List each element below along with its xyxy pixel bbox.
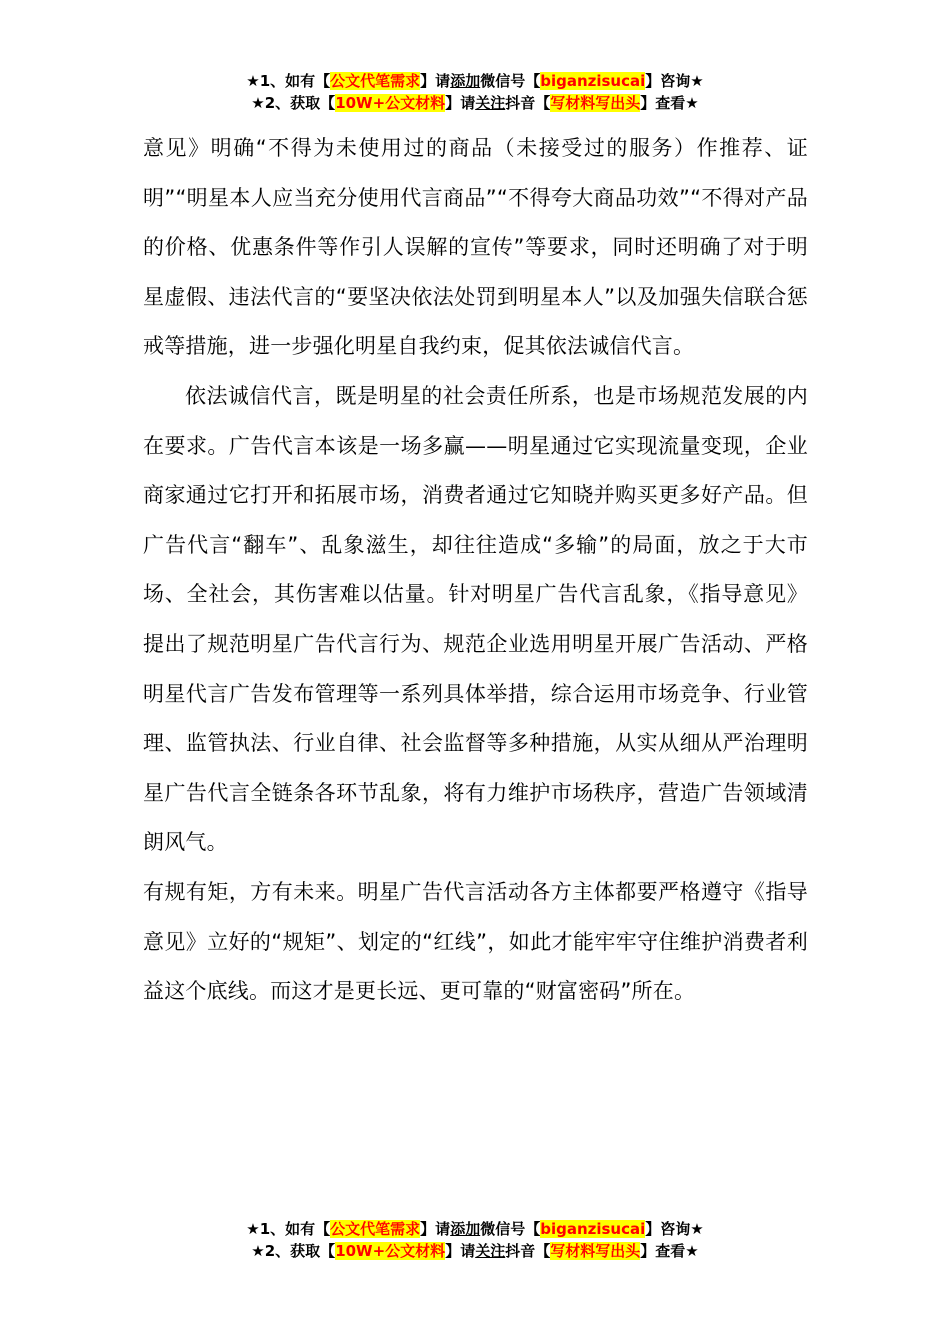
footer-highlight-materials: 10W+公文材料 [335, 1242, 446, 1260]
banner-highlight-wechat-id: biganzisucai [540, 72, 646, 90]
banner-highlight-douyin-account: 写材料写出头 [550, 94, 641, 112]
paragraph-3: 有规有矩，方有未来。明星广告代言活动各方主体都要严格遵守《指导意见》立好的“规矩”、划定的“红线”，如此才能牢牢守住维护消费者利益这个底线。而这才是更长远、更可靠的“财富密码”所在。 [143, 879, 808, 1004]
banner-line-2-prefix: ★2、获取【 [251, 94, 336, 112]
footer-banner-line-2 [0, 1240, 950, 1262]
footer-emphasis-follow: 关注 [475, 1242, 506, 1260]
banner-emphasis-follow: 关注 [475, 94, 506, 112]
footer-line-2-middle: 】请 [445, 1242, 476, 1260]
banner-line-2 [0, 92, 950, 114]
banner-line-1-suffix: 】咨询★ [645, 72, 704, 90]
footer-line-2-middle-2: 抖音【 [505, 1242, 551, 1260]
banner-line-1 [0, 70, 950, 92]
footer-line-1-middle: 】请 [420, 1220, 451, 1238]
footer-line-2-prefix: ★2、获取【 [251, 1242, 336, 1260]
banner-highlight-service: 公文代笔需求 [330, 72, 421, 90]
banner-line-1-middle: 】请 [420, 72, 451, 90]
document-body [143, 124, 808, 1017]
footer-highlight-wechat-id: biganzisucai [540, 1220, 646, 1238]
footer-highlight-service: 公文代笔需求 [330, 1220, 421, 1238]
banner-line-1-middle-2: 微信号【 [480, 72, 541, 90]
footer-line-1-prefix: ★1、如有【 [246, 1220, 331, 1238]
banner-line-2-middle: 】请 [445, 94, 476, 112]
footer-emphasis-add: 添加 [450, 1220, 481, 1238]
footer-line-1-suffix: 】咨询★ [645, 1220, 704, 1238]
banner-line-2-middle-2: 抖音【 [505, 94, 551, 112]
paragraph-1: 意见》明确“不得为未使用过的商品（未接受过的服务）作推荐、证明”“明星本人应当充分使用代言商品”“不得夸大商品功效”“不得对产品的价格、优惠条件等作引人误解的宣传”等要求，同时还明确了对于明星虚假、违法代言的“要坚决依法处罚到明星本人”以及加强失信联合惩戒等措施，进一步强化明星自我约束，促其依法诚信代言。 [143, 136, 808, 359]
footer-banner-line-1 [0, 1218, 950, 1240]
footer-line-1-middle-2: 微信号【 [480, 1220, 541, 1238]
footer-line-2-suffix: 】查看★ [640, 1242, 699, 1260]
header-banner [0, 70, 950, 114]
footer-highlight-douyin-account: 写材料写出头 [550, 1242, 641, 1260]
banner-line-2-suffix: 】查看★ [640, 94, 699, 112]
banner-highlight-materials: 10W+公文材料 [335, 94, 446, 112]
banner-emphasis-add: 添加 [450, 72, 481, 90]
paragraph-2: 依法诚信代言，既是明星的社会责任所系，也是市场规范发展的内在要求。广告代言本该是一场多赢——明星通过它实现流量变现，企业商家通过它打开和拓展市场，消费者通过它知晓并购买更多好产品。但广告代言“翻车”、乱象滋生，却往往造成“多输”的局面，放之于大市场、全社会，其伤害难以估量。针对明星广告代言乱象，《指导意见》提出了规范明星广告代言行为、规范企业选用明星开展广告活动、严格明星代言广告发布管理等一系列具体举措，综合运用市场竞争、行业管理、监管执法、行业自律、社会监督等多种措施，从实从细从严治理明星广告代言全链条各环节乱象，将有力维护市场秩序，营造广告领域清朗风气。 [143, 383, 808, 855]
footer-banner [0, 1218, 950, 1262]
banner-line-1-prefix: ★1、如有【 [246, 72, 331, 90]
